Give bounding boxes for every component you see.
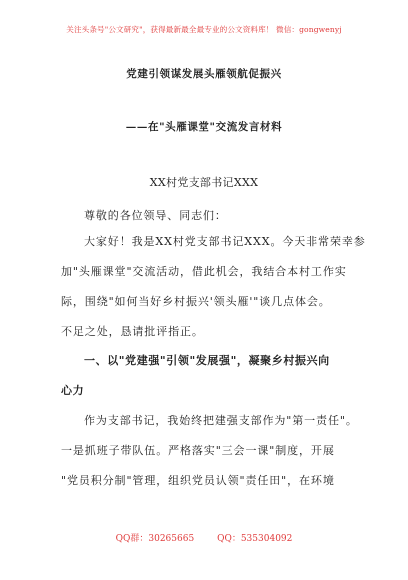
author-line: XX村党支部书记XXX: [149, 176, 259, 189]
paragraph-line: 际，围绕"如何当好乡村振兴'领头雁'"谈几点体会。: [61, 295, 331, 308]
document-subtitle: ——在"头雁课堂"交流发言材料: [125, 121, 283, 133]
section-heading: 一、以"党建强"引领"发展强"，凝聚乡村振兴向: [84, 354, 330, 367]
paragraph-line: 大家好！我是XX村党支部书记XXX。今天非常荣幸参: [84, 235, 366, 248]
salutation: 尊敬的各位领导、同志们：: [84, 209, 227, 222]
document-title: 党建引领谋发展头雁领航促振兴: [126, 68, 282, 80]
paragraph-line: 一是抓班子带队伍。严格落实"三会一课"制度，开展: [61, 444, 335, 457]
footer-qq: QQ：535304092: [217, 534, 293, 544]
paragraph-line: 加"头雁课堂"交流活动，借此机会，我结合本村工作实: [61, 265, 347, 278]
section-heading-continued: 心力: [61, 384, 85, 397]
paragraph-line: "党员积分制"管理，组织党员认领"责任田"，在环境: [61, 474, 335, 487]
paragraph-line: 作为支部书记，我始终把建强支部作为"第一责任"。: [84, 414, 358, 427]
footer-contact: [0, 531, 408, 544]
header-watermark-note: 关注头条号"公文研究"，获得最新最全最专业的公文资料库！ 微信：gongwenyj: [66, 25, 342, 34]
paragraph-line: 不足之处，恳请批评指正。: [61, 325, 204, 338]
footer-qq-group: QQ群：30265665: [115, 534, 195, 544]
